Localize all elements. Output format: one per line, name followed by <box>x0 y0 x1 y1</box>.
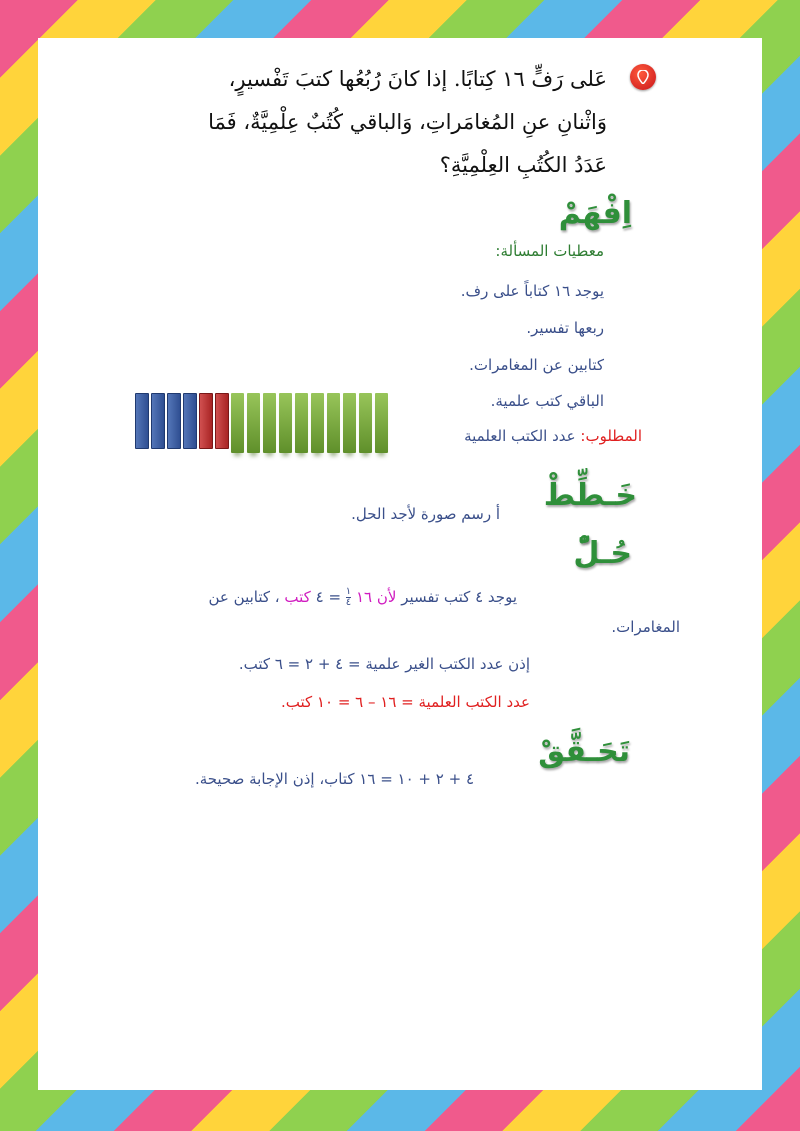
fraction-denominator: ٤ <box>345 597 352 608</box>
green-book-bar <box>311 393 324 453</box>
green-book-bar <box>359 393 372 453</box>
green-book-bar <box>247 393 260 453</box>
blue-book-bar <box>135 393 149 449</box>
problem-line-2: وَاثْنانِ عنِ المُغامَراتِ، وَالباقي كُتُبٌ عِلْمِيَّةٌ، فَمَا <box>208 110 607 134</box>
solve-equals: = <box>328 588 342 606</box>
green-book-bar <box>327 393 340 453</box>
solve-books: كتب <box>284 588 311 606</box>
check-title: تَحَـقَّقْ <box>538 734 630 769</box>
plan-text: أ رسم صورة لأجد الحل. <box>351 505 500 523</box>
solve-line-1-a: يوجد ٤ كتب تفسير <box>401 588 517 606</box>
pin-icon <box>637 70 649 84</box>
solve-because: لأن ١٦ <box>355 588 397 606</box>
blue-book-bar <box>151 393 165 449</box>
green-book-bar <box>295 393 308 453</box>
problem-line-1: عَلى رَفٍّ ١٦ كِتابًا. إذا كانَ رُبُعُها كتبَ تَفْسيرٍ، <box>228 67 607 91</box>
red-book-bar <box>215 393 229 449</box>
green-book-bar <box>375 393 388 453</box>
givens-label: معطيات المسألة: <box>495 242 604 260</box>
worksheet-page <box>38 38 762 1090</box>
required-text: عدد الكتب العلمية <box>464 427 576 445</box>
red-book-bar <box>199 393 213 449</box>
blue-book-bar <box>167 393 181 449</box>
solve-line-1-b: ٤ <box>315 588 324 606</box>
required-line <box>464 427 642 445</box>
check-text: ٤ + ٢ + ١٠ = ١٦ كتاب، إذن الإجابة صحيحة. <box>194 770 474 788</box>
solve-line-1-wrap: المغامرات. <box>611 618 680 636</box>
problem-statement <box>167 58 607 187</box>
problem-number-badge <box>630 64 656 90</box>
solve-line-2: إذن عدد الكتب الغير علمية = ٤ + ٢ = ٦ كتب. <box>238 655 530 673</box>
books-bar-model <box>135 393 395 457</box>
fraction-numerator: ١ <box>345 586 352 597</box>
green-book-bar <box>263 393 276 453</box>
fraction-quarter <box>346 587 351 608</box>
green-book-bar <box>279 393 292 453</box>
problem-line-3: عَدَدُ الكُتُبِ العِلْمِيَّةِ؟ <box>439 153 607 177</box>
plan-title: خَـطِّطْ <box>543 478 637 513</box>
solve-title: حُـلّْ <box>573 536 632 571</box>
required-label: المطلوب: <box>580 427 642 445</box>
solve-line-1 <box>209 587 517 608</box>
given-1: يوجد ١٦ كتاباً على رف. <box>460 282 604 300</box>
given-4: الباقي كتب علمية. <box>490 392 604 410</box>
blue-book-bar <box>183 393 197 449</box>
solve-line-3: عدد الكتب العلمية = ١٦ – ٦ = ١٠ كتب. <box>280 693 530 711</box>
given-2: ربعها تفسير. <box>526 319 604 337</box>
solve-line-1-c: ، كتابين عن <box>208 588 280 606</box>
green-book-bar <box>343 393 356 453</box>
given-3: كتابين عن المغامرات. <box>469 356 604 374</box>
green-book-bar <box>231 393 244 453</box>
understand-title: اِفْهَمْ <box>558 196 632 231</box>
